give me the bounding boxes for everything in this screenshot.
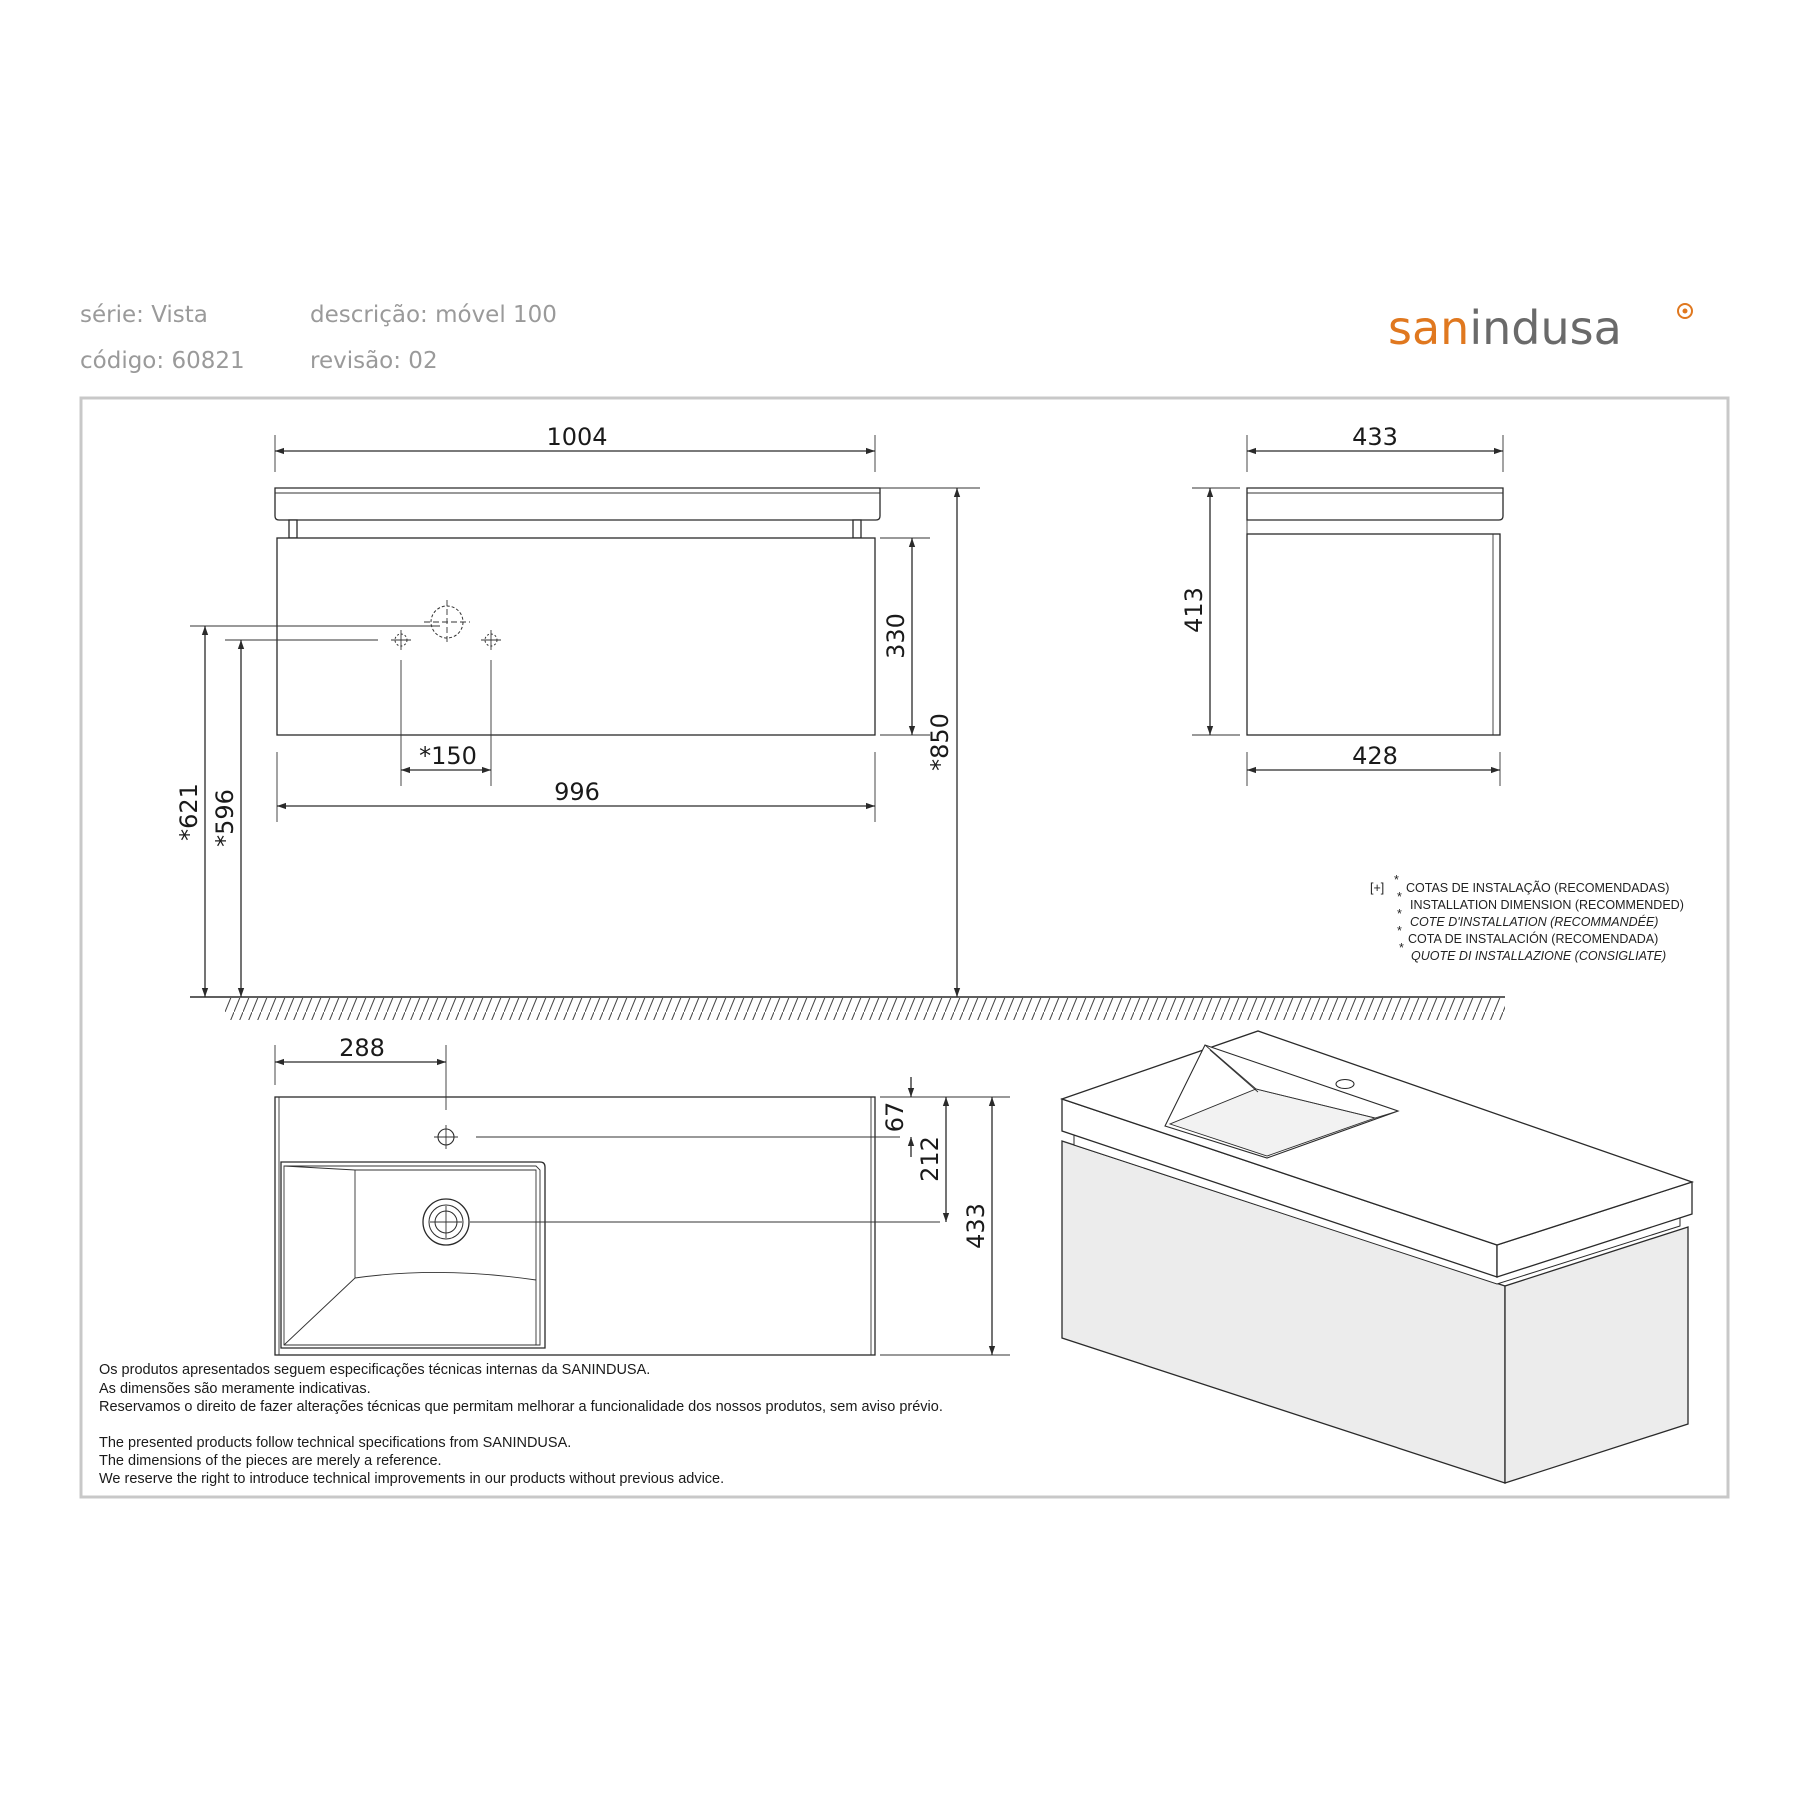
revisao-label: revisão: 02 xyxy=(310,348,438,374)
legend-line-fr: COTE D'INSTALLATION (RECOMMANDÉE) xyxy=(1410,915,1659,929)
dim-621: *621 xyxy=(175,783,203,841)
note-pt-3: Reservamos o direito de fazer alterações técnicas que permitam melhorar a funcionalidade dos nossos produtos, sem aviso prévio. xyxy=(99,1399,943,1415)
dim-428: 428 xyxy=(1352,742,1398,770)
top-basin-outer xyxy=(281,1162,545,1348)
logo-san: san xyxy=(1388,301,1470,355)
iso-tap-hole-icon xyxy=(1336,1080,1354,1089)
legend-star-2: * xyxy=(1397,890,1402,904)
drain-icon xyxy=(423,1199,469,1245)
dim-596: *596 xyxy=(211,789,239,847)
note-en-3: We reserve the right to introduce technical improvements in our products without previous advice. xyxy=(99,1471,725,1487)
dim-996: 996 xyxy=(554,778,600,806)
dim-433-side: 433 xyxy=(1352,423,1398,451)
floor-line xyxy=(190,997,1505,1020)
top-view xyxy=(275,1034,1010,1355)
legend-star-1: * xyxy=(1394,873,1399,887)
dim-212: 212 xyxy=(916,1136,944,1182)
side-cabinet xyxy=(1247,534,1500,735)
note-pt-1: Os produtos apresentados seguem especificações técnicas internas da SANINDUSA. xyxy=(99,1362,651,1378)
title-block xyxy=(80,302,557,374)
logo-mark-icon xyxy=(1678,304,1692,318)
front-view xyxy=(175,423,980,997)
dim-67: 67 xyxy=(881,1101,909,1133)
legend-star-3: * xyxy=(1397,907,1402,921)
sanindusa-logo xyxy=(1388,301,1692,355)
note-en-2: The dimensions of the pieces are merely a reference. xyxy=(99,1453,442,1469)
disclaimer-notes xyxy=(99,1362,943,1487)
logo-indusa: indusa xyxy=(1469,301,1622,355)
legend-line-it: QUOTE DI INSTALLAZIONE (CONSIGLIATE) xyxy=(1411,949,1667,963)
dim-850: *850 xyxy=(926,713,954,771)
front-support-left xyxy=(289,520,297,538)
front-support-right xyxy=(853,520,861,538)
legend-line-es: COTA DE INSTALACIÓN (RECOMENDADA) xyxy=(1408,932,1659,946)
dim-288: 288 xyxy=(339,1034,385,1062)
dim-1004: 1004 xyxy=(546,423,608,451)
note-pt-2: As dimensões são meramente indicativas. xyxy=(99,1381,371,1397)
serie-label: série: Vista xyxy=(80,302,208,328)
legend-star-5: * xyxy=(1399,941,1404,955)
side-view xyxy=(1180,423,1503,786)
front-drawer xyxy=(277,538,875,735)
legend-line-en: INSTALLATION DIMENSION (RECOMMENDED) xyxy=(1410,898,1684,912)
legend-star-4: * xyxy=(1397,924,1402,938)
isometric-view xyxy=(1062,1031,1692,1483)
legend-marker: [+] xyxy=(1370,881,1385,895)
dim-330: 330 xyxy=(882,613,910,659)
codigo-label: código: 60821 xyxy=(80,348,245,374)
descricao-label: descrição: móvel 100 xyxy=(310,302,557,328)
dim-433-top: 433 xyxy=(962,1203,990,1249)
dim-413: 413 xyxy=(1180,587,1208,633)
svg-text:sanindusa xyxy=(1388,301,1622,355)
dim-150: *150 xyxy=(419,742,477,770)
note-en-1: The presented products follow technical specifications from SANINDUSA. xyxy=(99,1435,572,1451)
legend-line-pt: COTAS DE INSTALAÇÃO (RECOMENDADAS) xyxy=(1406,881,1670,895)
installation-legend xyxy=(1370,873,1684,963)
